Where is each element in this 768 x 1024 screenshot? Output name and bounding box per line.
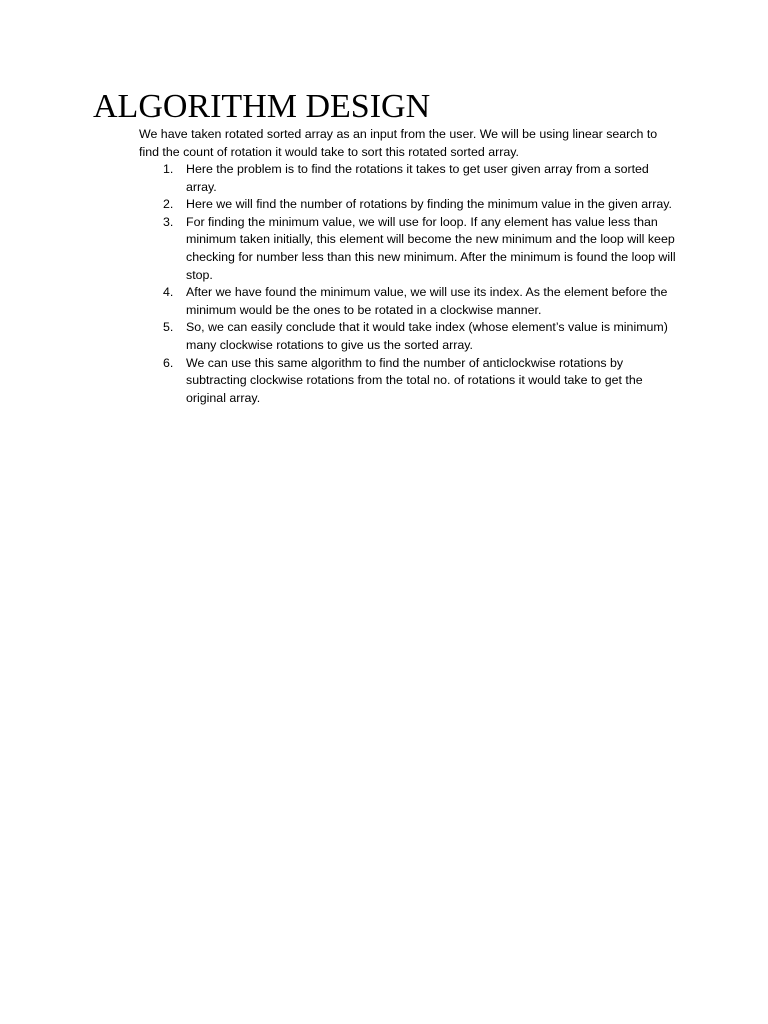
step-text: So, we can easily conclude that it would take index (whose element’s value is minimum) many clockwise rotations to give us the sorted array. <box>186 320 668 352</box>
step-number: 3. <box>163 214 174 229</box>
list-item-step-6 <box>139 355 679 408</box>
intro-paragraph: We have taken rotated sorted array as an input from the user. We will be using linear search to find the count of rotation it would take to sort this rotated sorted array. <box>139 127 658 159</box>
algorithm-steps-list <box>139 161 679 407</box>
document-title: ALGORITHM DESIGN <box>93 88 431 125</box>
step-number: 6. <box>163 355 174 370</box>
step-number: 5. <box>163 320 174 335</box>
list-item-step-1 <box>139 161 679 196</box>
list-item-step-4 <box>139 284 679 319</box>
step-text: For finding the minimum value, we will use for loop. If any element has value less than minimum taken initially, this element will become the new minimum and the loop will keep checking for number less than this new minimum. After the minimum is found the loop will stop. <box>186 214 676 282</box>
step-number: 1. <box>163 162 174 176</box>
step-text: Here the problem is to find the rotations it takes to get user given array from a sorted array. <box>186 162 649 194</box>
list-item-step-3 <box>139 214 679 284</box>
list-item-step-5 <box>139 319 679 354</box>
step-text: After we have found the minimum value, we will use its index. As the element before the minimum would be the ones to be rotated in a clockwise manner. <box>186 285 668 317</box>
step-number: 2. <box>163 197 174 212</box>
step-text: We can use this same algorithm to find the number of anticlockwise rotations by subtracting clockwise rotations from the total no. of rotations it would take to get the original array. <box>186 355 643 405</box>
step-text: Here we will find the number of rotations by finding the minimum value in the given array. <box>186 197 672 212</box>
list-item-step-2 <box>139 196 679 214</box>
step-number: 4. <box>163 285 174 300</box>
